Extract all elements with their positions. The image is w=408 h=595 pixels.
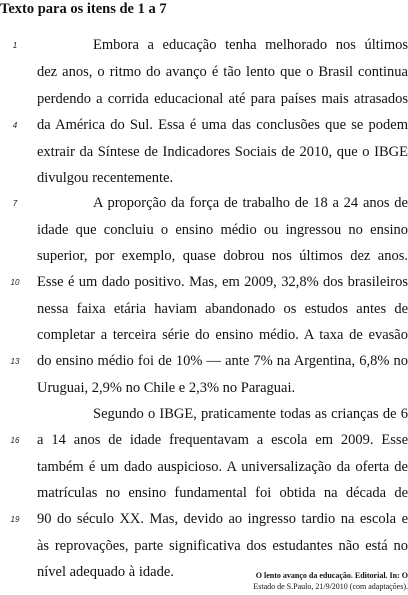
reference-line: O lento avanço da educação. Editorial. In: O <box>255 571 408 580</box>
line-number: 7 <box>12 199 18 208</box>
line-text: Embora a educação tenha melhorado nos últimos <box>93 37 408 53</box>
line-text: Segundo o IBGE, praticamente todas as crianças de 6 <box>93 406 408 422</box>
passage-line <box>0 88 408 110</box>
line-text: Esse é um dado positivo. Mas, em 2009, 32,8% dos brasileiros <box>37 274 408 290</box>
passage-line <box>0 350 408 372</box>
passage-line <box>0 167 408 189</box>
line-text: dez anos, o ritmo do avanço é tão lento que o Brasil continua <box>37 64 408 80</box>
passage-line <box>0 429 408 451</box>
passage-line <box>0 61 408 83</box>
line-text: completar a terceira série do ensino médio. A taxa de evasão <box>37 327 408 343</box>
passage-line <box>0 324 408 346</box>
passage-line <box>0 192 408 214</box>
line-text: extrair da Síntese de Indicadores Sociais de 2010, que o IBGE <box>37 144 408 160</box>
line-text: a 14 anos de idade frequentavam a escola em 2009. Esse <box>37 432 408 448</box>
line-text: nível adequado à idade. <box>37 564 174 580</box>
line-text: nessa faixa etária haviam abandonado os estudos antes de <box>37 301 408 317</box>
line-text: da América do Sul. Essa é uma das conclusões que se podem <box>37 117 408 133</box>
line-text: superior, por exemplo, quase dobrou nos últimos dez anos. <box>37 248 408 264</box>
line-number: 13 <box>10 357 20 366</box>
line-text: Uruguai, 2,9% no Chile e 2,3% no Paraguai. <box>37 380 296 396</box>
reference-line: Estado de S.Paulo, 21/9/2010 (com adaptações). <box>253 582 408 591</box>
line-text: idade que concluiu o ensino médio ou ingressou no ensino <box>37 222 408 238</box>
line-text: A proporção da força de trabalho de 18 a 24 anos de <box>93 195 408 211</box>
line-number: 19 <box>10 515 20 524</box>
line-text: 90 do século XX. Mas, devido ao ingresso tardio na escola e <box>37 511 408 527</box>
line-text: do ensino médio foi de 10% — ante 7% na Argentina, 6,8% no <box>37 353 408 369</box>
passage-line <box>0 141 408 163</box>
line-text: matrículas no ensino fundamental foi obtida na década de <box>37 485 408 501</box>
line-text: também é um dado auspicioso. A universalização da oferta de <box>37 459 408 475</box>
passage-line <box>0 271 408 293</box>
line-text: perdendo a corrida educacional até para países mais atrasados <box>37 91 408 107</box>
title: Texto para os itens de 1 a 7 <box>0 1 167 17</box>
passage-line <box>0 535 408 557</box>
line-number: 16 <box>10 436 20 445</box>
line-number: 4 <box>12 121 18 130</box>
line-number: 10 <box>10 278 20 287</box>
line-number: 1 <box>12 41 18 50</box>
passage-line <box>0 482 408 504</box>
passage-line <box>0 508 408 530</box>
passage-line <box>0 34 408 56</box>
passage-line <box>0 377 408 399</box>
passage-line <box>0 298 408 320</box>
line-text: às reprovações, parte significativa dos estudantes não está no <box>37 538 408 554</box>
passage-line <box>0 403 408 425</box>
passage-line <box>0 245 408 267</box>
passage-line <box>0 114 408 136</box>
line-text: divulgou recentemente. <box>37 170 174 186</box>
passage-line <box>0 456 408 478</box>
passage-line <box>0 219 408 241</box>
